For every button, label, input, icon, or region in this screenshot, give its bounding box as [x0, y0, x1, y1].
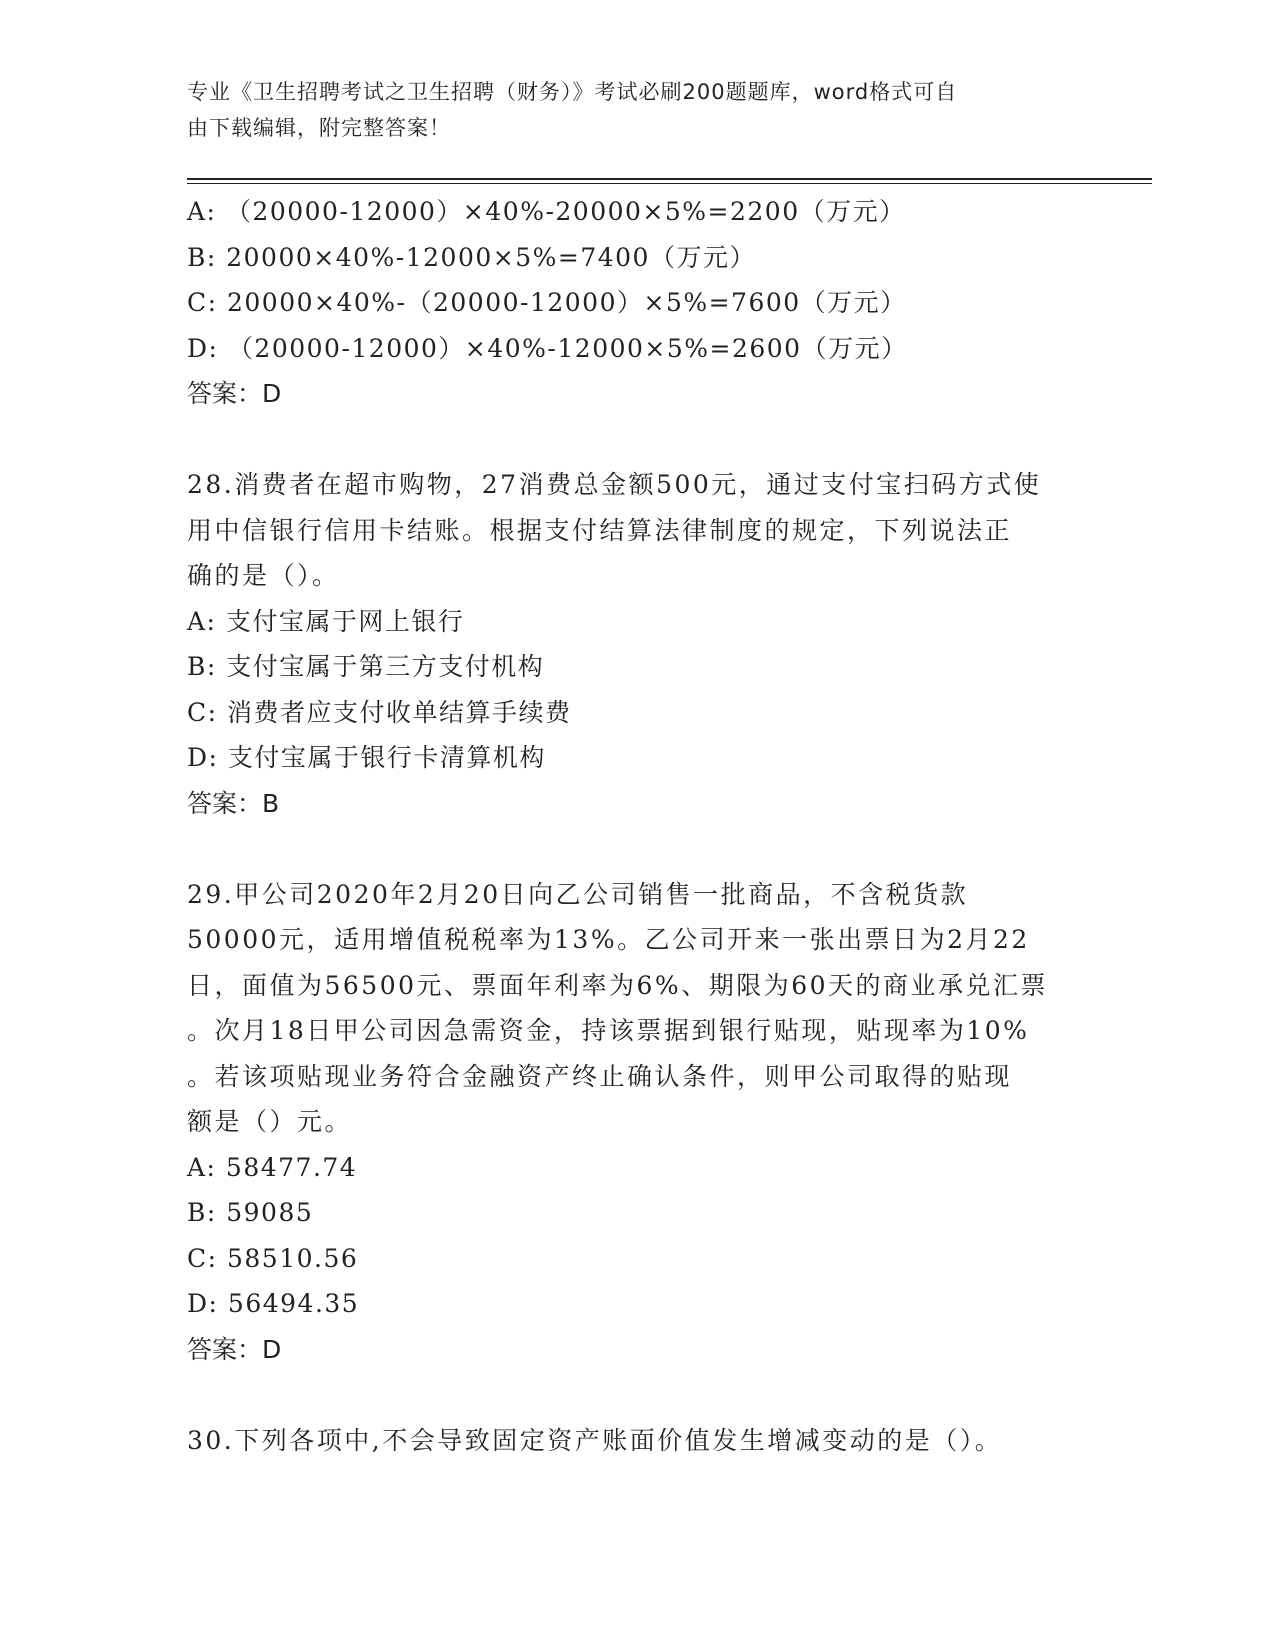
question-line: 。若该项贴现业务符合金融资产终止确认条件，则甲公司取得的贴现	[187, 1061, 1013, 1091]
option-c: C: 消费者应支付收单结算手续费	[187, 697, 572, 727]
question-27	[187, 189, 1087, 417]
option-a: A: 58477.74	[187, 1152, 358, 1182]
option-b: B: 支付宝属于第三方支付机构	[187, 652, 545, 681]
option-d: D: （20000-12000）×40%-12000×5%=2600（万元）	[187, 333, 908, 363]
question-28	[187, 462, 1087, 826]
option-d: D: 支付宝属于银行卡清算机构	[187, 743, 546, 772]
question-text	[187, 1418, 1087, 1464]
option-a: A: （20000-12000）×40%-20000×5%=2200（万元）	[187, 197, 906, 226]
answer: 答案：D	[187, 379, 282, 408]
spacer	[187, 417, 1087, 463]
header-line-1: 专业《卫生招聘考试之卫生招聘（财务）》考试必刷200题题库，word格式可自	[187, 80, 958, 104]
question-line: 用中信银行信用卡结账。根据支付结算法律制度的规定，下列说法正	[187, 515, 1013, 545]
question-text	[187, 872, 1087, 1145]
option-c: C: 20000×40%-（20000-12000）×5%=7600（万元）	[187, 288, 907, 317]
answer: 答案：B	[187, 788, 280, 818]
question-30	[187, 1418, 1087, 1464]
document-header	[187, 74, 1067, 146]
header-rule-thin	[187, 183, 1152, 184]
question-line: 28.消费者在超市购物，27消费总金额500元，通过支付宝扫码方式使	[187, 470, 1042, 499]
spacer	[187, 1372, 1087, 1418]
option-b: B: 20000×40%-12000×5%=7400（万元）	[187, 242, 756, 272]
option-c: C: 58510.56	[187, 1243, 359, 1273]
question-line: 日，面值为56500元、票面年利率为6%、期限为60天的商业承兑汇票	[187, 970, 1049, 1000]
question-line: 30.下列各项中,不会导致固定资产账面价值发生增减变动的是（）。	[187, 1425, 1003, 1455]
option-b: B: 59085	[187, 1198, 314, 1227]
header-rule-thick	[187, 178, 1152, 180]
option-d: D: 56494.35	[187, 1289, 360, 1318]
answer: 答案：D	[187, 1334, 282, 1364]
header-line-2: 由下载编辑，附完整答案！	[187, 116, 451, 140]
question-line: 确的是（）。	[187, 561, 340, 590]
spacer	[187, 826, 1087, 872]
question-content	[187, 189, 1087, 1463]
question-29	[187, 872, 1087, 1373]
question-line: 额是（）元。	[187, 1107, 353, 1136]
question-line: 29.甲公司2020年2月20日向乙公司销售一批商品，不含税货款	[187, 879, 969, 909]
question-line: 50000元，适用增值税税率为13%。乙公司开来一张出票日为2月22	[187, 925, 1030, 954]
question-text	[187, 462, 1087, 599]
option-a: A: 支付宝属于网上银行	[187, 606, 465, 636]
question-line: 。次月18日甲公司因急需资金，持该票据到银行贴现，贴现率为10%	[187, 1016, 1030, 1045]
